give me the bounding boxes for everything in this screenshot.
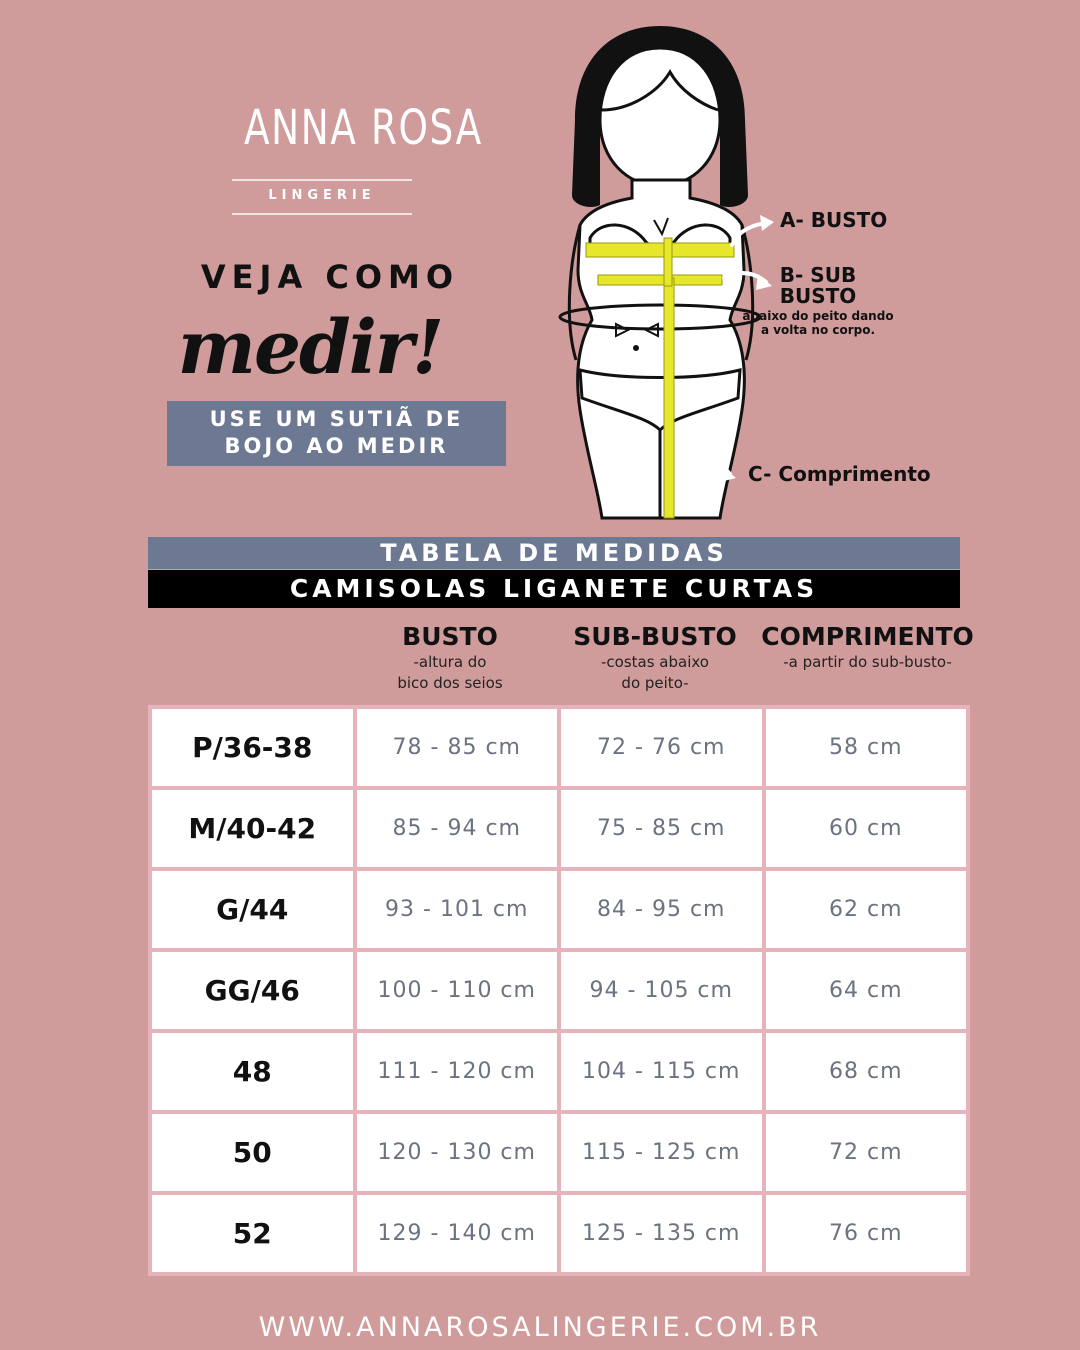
label-line: BUSTO: [779, 284, 857, 308]
column-title: SUB-BUSTO: [573, 622, 737, 651]
size-cell: GG/46: [152, 952, 353, 1029]
table-row: [152, 709, 966, 786]
column-header-sub-busto: [555, 622, 755, 693]
tape-bust: [586, 243, 734, 257]
tip-box: [167, 401, 506, 466]
arrow-icon: [680, 452, 742, 492]
table-row: [152, 952, 966, 1029]
column-note: do peito-: [621, 674, 689, 692]
size-cell: 50: [152, 1114, 353, 1191]
note-line: a volta no corpo.: [760, 323, 876, 337]
size-cell: P/36-38: [152, 709, 353, 786]
comprimento-cell: 62 cm: [766, 871, 967, 948]
comprimento-cell: 64 cm: [766, 952, 967, 1029]
tip-line: USE UM SUTIÃ DE: [209, 407, 464, 431]
column-header-busto: [355, 622, 545, 693]
busto-cell: 120 - 130 cm: [357, 1114, 558, 1191]
size-table: [148, 705, 970, 1276]
table-row: [152, 790, 966, 867]
table-row: [152, 1114, 966, 1191]
arrow-icon: [720, 205, 780, 255]
table-subtitle: CAMISOLAS LIGANETE CURTAS: [148, 570, 960, 608]
label-line: B- SUB: [779, 263, 857, 287]
comprimento-cell: 60 cm: [766, 790, 967, 867]
size-cell: M/40-42: [152, 790, 353, 867]
sub-busto-cell: 75 - 85 cm: [561, 790, 762, 867]
size-cell: G/44: [152, 871, 353, 948]
label-sub-busto: [738, 265, 898, 307]
tape-length: [664, 278, 674, 518]
column-header-comprimento: [750, 622, 985, 672]
sub-busto-cell: 94 - 105 cm: [561, 952, 762, 1029]
column-note: -a partir do sub-busto-: [783, 653, 952, 671]
label-comprimento: C- Comprimento: [748, 462, 931, 486]
busto-cell: 100 - 110 cm: [357, 952, 558, 1029]
busto-cell: 93 - 101 cm: [357, 871, 558, 948]
column-title: COMPRIMENTO: [761, 622, 974, 651]
label-busto: A- BUSTO: [780, 208, 888, 232]
comprimento-cell: 68 cm: [766, 1033, 967, 1110]
comprimento-cell: 72 cm: [766, 1114, 967, 1191]
size-cell: 48: [152, 1033, 353, 1110]
column-note: -altura do: [413, 653, 487, 671]
comprimento-cell: 58 cm: [766, 709, 967, 786]
note-line: abaixo do peito dando: [742, 309, 894, 323]
sub-busto-cell: 84 - 95 cm: [561, 871, 762, 948]
column-note: -costas abaixo: [601, 653, 709, 671]
sub-busto-cell: 72 - 76 cm: [561, 709, 762, 786]
brand-subtitle: LINGERIE: [268, 188, 376, 203]
comprimento-cell: 76 cm: [766, 1195, 967, 1272]
sub-busto-cell: 115 - 125 cm: [561, 1114, 762, 1191]
website-link[interactable]: WWW.ANNAROSALINGERIE.COM.BR: [258, 1312, 822, 1343]
column-title: BUSTO: [402, 622, 498, 651]
busto-cell: 85 - 94 cm: [357, 790, 558, 867]
brand-logo: [222, 80, 483, 203]
column-note: bico dos seios: [397, 674, 503, 692]
headline-veja-como: VEJA COMO: [200, 258, 460, 296]
table-row: [152, 871, 966, 948]
brand-divider: [232, 213, 412, 215]
sub-busto-cell: 104 - 115 cm: [561, 1033, 762, 1110]
label-sub-busto-note: [734, 309, 902, 337]
tape-underbust: [598, 275, 722, 285]
size-cell: 52: [152, 1195, 353, 1272]
table-title: TABELA DE MEDIDAS: [148, 537, 960, 569]
busto-cell: 111 - 120 cm: [357, 1033, 558, 1110]
busto-cell: 129 - 140 cm: [357, 1195, 558, 1272]
tip-line: BOJO AO MEDIR: [224, 434, 449, 458]
brand-name: ANNA ROSA: [244, 100, 483, 156]
table-row: [152, 1195, 966, 1272]
sub-busto-cell: 125 - 135 cm: [561, 1195, 762, 1272]
table-row: [152, 1033, 966, 1110]
headline-medir: medir!: [177, 305, 443, 391]
busto-cell: 78 - 85 cm: [357, 709, 558, 786]
brand-divider: [232, 179, 412, 181]
